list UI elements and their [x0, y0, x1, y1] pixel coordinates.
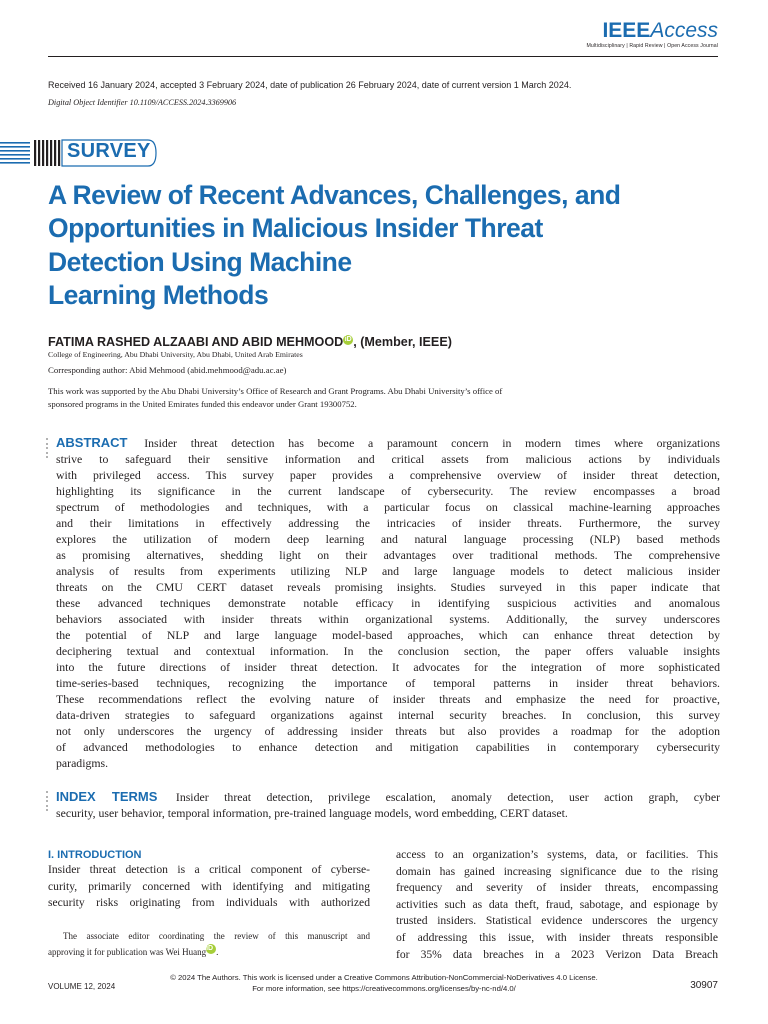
abstract-line: data-driven strategies to safeguard organizations against internal security breaches. In conclusion, this survey	[56, 708, 720, 722]
header-rule	[48, 56, 718, 57]
affiliation: College of Engineering, Abu Dhabi University, Abu Dhabi, United Arab Emirates	[48, 350, 303, 359]
abstract-line: with privileged access. This survey paper provides a comprehensive overview of insider threat detection,	[56, 468, 720, 482]
license-line: © 2024 The Authors. This work is licensed under a Creative Commons Attribution-NonCommercial-NoDerivatives 4.0 License.	[170, 973, 598, 982]
index-terms	[56, 789, 720, 821]
abstract-first: Insider threat detection has become a paramount concern in modern times where organizations	[144, 436, 720, 450]
abstract-line: these advanced techniques demonstrate notable efficacy in identifying suspicious activities and anomalous	[56, 596, 720, 610]
journal-name-italic: Access	[650, 19, 718, 42]
title-line: Learning Methods	[48, 279, 269, 310]
body-line: security risks originating from individuals with authorized	[48, 896, 370, 910]
abstract-line: threats on the CMU CERT dataset reveals promising insights. Studies surveyed in this paper indicate that	[56, 580, 720, 594]
article-type-badge: SURVEY	[67, 140, 151, 162]
abstract-line: deciphering textual and contextual information. In the conclusion section, the paper offers valuable insights	[56, 644, 720, 658]
body-line: domain has gained increasing significance due to the rising	[396, 864, 718, 878]
abstract-line: and their limitations in effectively addressing the intricacies of insider threats. Furthermore, the survey	[56, 516, 720, 530]
abstract-line: These recommendations reflect the evolving nature of insider threats and emphasize the need for proactive,	[56, 692, 720, 706]
abstract-line: time-series-based techniques, recognizing the importance of temporal patterns in insider threat behaviors.	[56, 676, 720, 690]
abstract-line: strive to safeguard their sensitive information and critical assets from malicious actions by individuals	[56, 452, 720, 466]
funding-line: sponsored programs in the United Emirates funded this endeavor under Grant 19300752.	[48, 398, 357, 409]
abstract-line: of advanced methodologies to enhance detection and mitigation capabilities in contemporary cybersecurity	[56, 740, 720, 754]
abstract-dots-icon	[46, 438, 51, 461]
license-link[interactable]: For more information, see https://creativecommons.org/licenses/by-nc-nd/4.0/	[252, 984, 516, 993]
editor-footnote	[48, 929, 370, 959]
abstract-line: not only underscores the urgency of addressing insider threats but also provides a roadmap for the adoption	[56, 724, 720, 738]
journal-logo	[587, 20, 719, 49]
paper-title	[48, 179, 621, 312]
title-line: A Review of Recent Advances, Challenges, and	[48, 180, 621, 210]
abstract-line: the potential of NLP and large language model-based approaches, which can enhance threat detection by	[56, 628, 720, 642]
index-terms-label: INDEX TERMS	[56, 789, 158, 804]
body-line: for 35% data breaches in a 2023 Verizon Data Breach	[396, 947, 718, 961]
body-line: of addressing this issue, with insider threats responsible	[396, 930, 718, 944]
doi-line[interactable]: Digital Object Identifier 10.1109/ACCESS.2024.3369906	[48, 98, 237, 107]
page-number: 30907	[690, 980, 718, 991]
abstract-line: analysis of results from experiments utilizing NLP and large language models to detect malicious insider	[56, 564, 720, 578]
title-line: Detection Using Machine	[48, 246, 352, 277]
body-line: trusted insiders. Statistical evidence underscores the urgency	[396, 914, 718, 928]
body-line: access to an organization’s systems, data, or facilities. This	[396, 848, 718, 861]
index-terms-first: Insider threat detection, privilege escalation, anomaly detection, user action graph, cyber	[175, 790, 720, 804]
intro-column-right	[396, 847, 718, 963]
footnote-line: approving it for publication was Wei HuangiD .	[48, 944, 219, 957]
abstract-line: behaviors associated with insider threats within organizational systems. Additionally, the survey underscores	[56, 612, 720, 626]
body-line: curity, primarily concerned with identifying and mitigating	[48, 879, 370, 893]
footnote-line: The associate editor coordinating the review of this manuscript and	[63, 931, 370, 941]
journal-name-bold: IEEE	[602, 19, 651, 42]
abstract-line: spectrum of methodologies and techniques, with a particular focus on classical machine-learning approaches	[56, 500, 720, 514]
received-dates: Received 16 January 2024, accepted 3 February 2024, date of publication 26 February 2024, date of current version 1 March 2024.	[48, 80, 572, 90]
footnote-text: approving it for publication was Wei Huang	[48, 946, 207, 957]
body-line: frequency and severity of insider threats, encompassing	[396, 881, 718, 895]
funding-statement	[48, 385, 728, 410]
corresponding-author: Corresponding author: Abid Mehmood (abid.mehmood@adu.ac.ae)	[48, 365, 287, 375]
author-names: FATIMA RASHED ALZAABI AND ABID MEHMOOD	[48, 335, 344, 349]
abstract-line	[56, 435, 720, 451]
abstract-line: into the future directions of insider threat detection. It advocates for the integration of more sophisticated	[56, 660, 720, 674]
author-line	[48, 335, 452, 349]
index-terms-line	[56, 789, 720, 805]
license-notice	[0, 972, 768, 994]
volume-info: VOLUME 12, 2024	[48, 982, 116, 991]
index-terms-dots-icon	[46, 791, 51, 814]
funding-line: This work was supported by the Abu Dhabi University’s Office of Research and Grant Programs. Abu Dhabi University’s office of	[48, 386, 503, 396]
abstract	[56, 435, 720, 771]
abstract-line: as promising alternatives, shedding light on their advantages over traditional methods. The comprehensive	[56, 548, 720, 562]
body-line: Insider threat detection is a critical component of cyberse-	[48, 863, 370, 876]
orcid-icon[interactable]: iD	[344, 336, 352, 343]
abstract-line: highlighting its significance in the current landscape of cybersecurity. The review encompasses a broad	[56, 484, 720, 498]
intro-column-left	[48, 862, 370, 912]
abstract-line: paradigms.	[56, 756, 109, 770]
section-heading-introduction: I. INTRODUCTION	[48, 849, 142, 861]
body-line: activities such as data theft, fraud, sabotage, and espionage by	[396, 897, 718, 911]
abstract-label: ABSTRACT	[56, 435, 128, 450]
journal-tagline: Multidisciplinary | Rapid Review | Open Access Journal	[586, 43, 718, 49]
title-line: Opportunities in Malicious Insider Threat	[48, 213, 543, 244]
orcid-icon[interactable]: iD	[206, 944, 216, 954]
abstract-line: explores the utilization of modern deep learning and natural language processing (NLP) based methods	[56, 532, 720, 546]
index-terms-line: security, user behavior, temporal information, pre-trained language models, word embedding, CERT dataset.	[56, 806, 568, 820]
author-suffix: , (Member, IEEE)	[353, 335, 452, 349]
